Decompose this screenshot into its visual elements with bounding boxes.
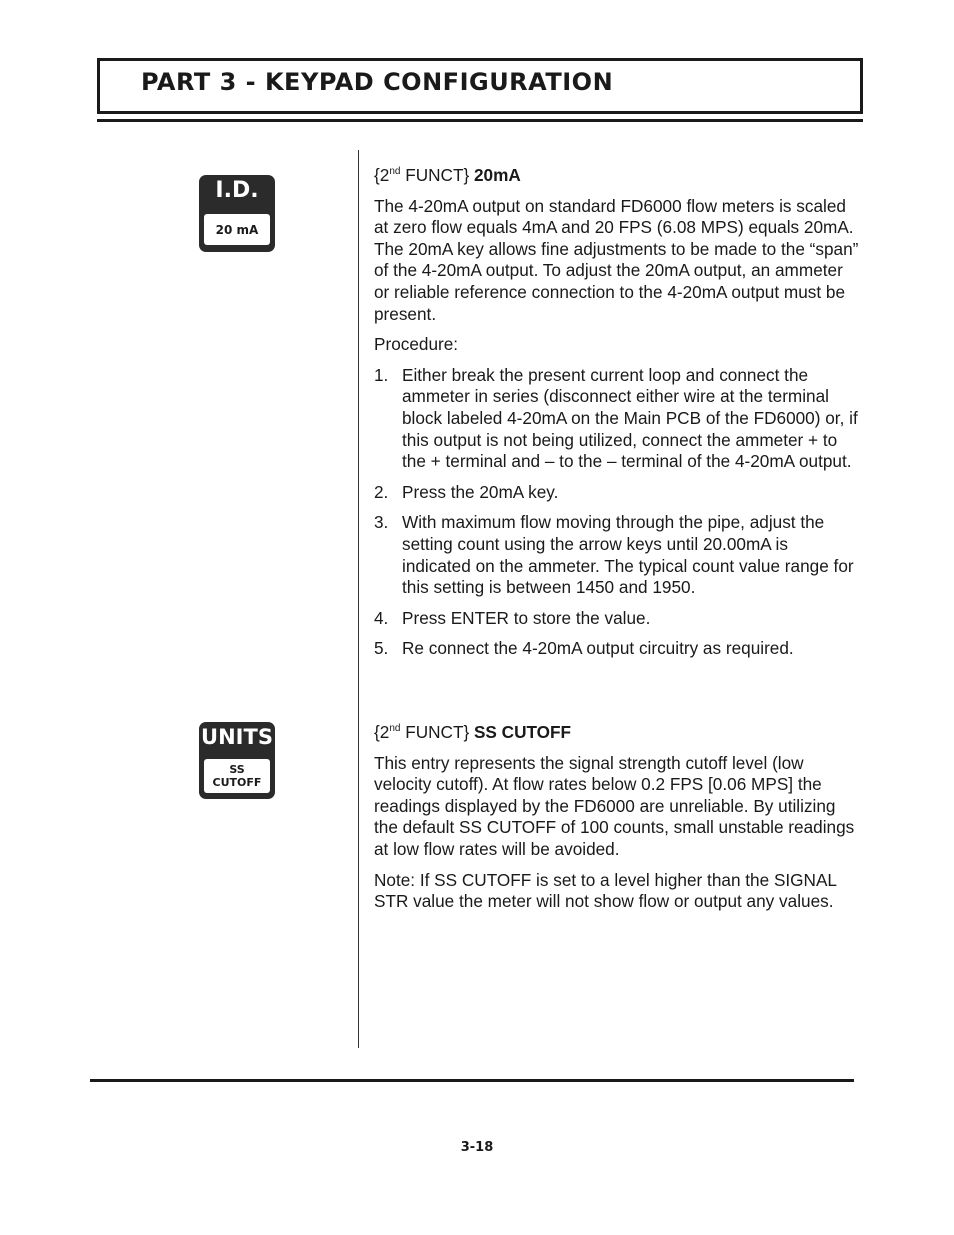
footer-divider <box>90 1079 854 1082</box>
units-ss-cutoff-key-icon <box>199 722 275 799</box>
list-item: 1. Either break the present current loop and connect the ammeter in series (disconnect either wire at the terminal block labeled 4-20mA on the Main PCB of the FD6000) or, if this output is not being utilized, connect the ammeter + to the + terminal and – to the – terminal of the 4-20mA output. <box>374 364 858 472</box>
page-title: PART 3 - KEYPAD CONFIGURATION <box>141 68 614 96</box>
id-20ma-key-icon <box>199 175 275 252</box>
key-sub-line: SS <box>229 763 245 776</box>
header-divider <box>97 119 863 122</box>
section-paragraph: This entry represents the signal strength cutoff level (low velocity cutoff). At flow rates below 0.2 FPS [0.06 MPS] the readings displayed by the FD6000 are unreliable. By utilizing the default SS CUTOFF of 100 counts, small unstable readings at low flow rates will be avoided. <box>374 752 855 859</box>
section-heading: {2nd FUNCT} SS CUTOFF <box>374 722 572 742</box>
column-divider <box>358 150 359 1048</box>
list-item: 2. Press the 20mA key. <box>374 481 559 502</box>
section-heading: {2nd FUNCT} 20mA <box>374 165 521 185</box>
key-sub-line: CUTOFF <box>212 776 262 789</box>
procedure-steps <box>374 365 860 660</box>
key-sub-label <box>204 214 270 245</box>
section-ss-cutoff <box>374 722 860 922</box>
section-20ma <box>374 165 860 669</box>
key-main-label: I.D. <box>215 178 259 203</box>
section-intro: The 4-20mA output on standard FD6000 flow meters is scaled at zero flow equals 4mA and 20 FPS (6.08 MPS) equals 20mA. The 20mA key allows fine adjustments to be made to the “span” of the 4-20mA output. To adjust the 20mA output, an ammeter or reliable reference connection to the 4-20mA output must be present. <box>374 195 859 324</box>
list-item: 5. Re connect the 4-20mA output circuitry as required. <box>374 638 794 659</box>
key-main-label: UNITS <box>201 725 273 749</box>
list-item: 4. Press ENTER to store the value. <box>374 607 651 628</box>
procedure-label: Procedure: <box>374 334 459 355</box>
list-item: 3. With maximum flow moving through the pipe, adjust the setting count using the arrow keys until 20.00mA is indicated on the ammeter. The typical count value range for this setting is between 1450 and 1950. <box>374 512 854 598</box>
key-sub-label <box>204 759 270 793</box>
key-sub-line: 20 mA <box>215 222 259 237</box>
section-note: Note: If SS CUTOFF is set to a level higher than the SIGNAL STR value the meter will not show flow or output any values. <box>374 869 837 912</box>
page-number: 3-18 <box>460 1140 494 1155</box>
